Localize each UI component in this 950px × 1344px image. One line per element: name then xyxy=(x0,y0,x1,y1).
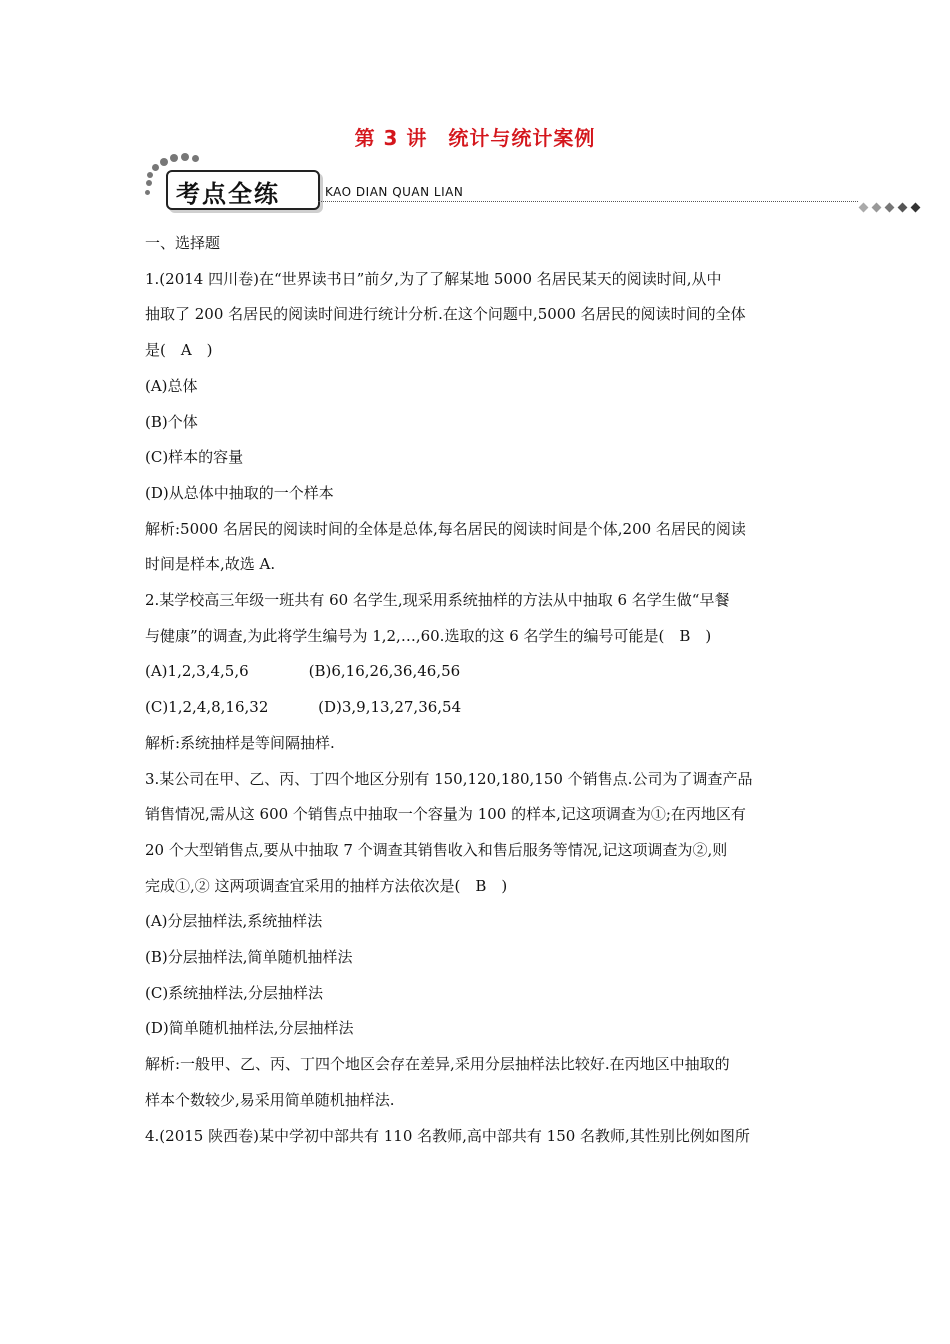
text-line: (B)分层抽样法,简单随机抽样法 xyxy=(145,948,353,967)
text-line: 3.某公司在甲、乙、丙、丁四个地区分别有 150,120,180,150 个销售点.公司为了调查产品 xyxy=(145,769,753,788)
text-line: 一、选择题 xyxy=(145,234,221,252)
text-line: 4.(2015 陕西卷)某中学初中部共有 110 名教师,高中部共有 150 名教师,其性别比例如图所 xyxy=(145,1126,750,1145)
text-line: 20 个大型销售点,要从中抽取 7 个调查其销售收入和售后服务等情况,记这项调查为②,则 xyxy=(145,840,728,859)
text-line: (C)1,2,4,8,16,32 (D)3,9,13,27,36,54 xyxy=(145,698,462,717)
text-line: 解析:一般甲、乙、丙、丁四个地区会存在差异,采用分层抽样法比较好.在丙地区中抽取的 xyxy=(145,1055,730,1074)
banner-dotted-line xyxy=(318,201,858,202)
question-content xyxy=(145,226,810,1154)
text-line: 时间是样本,故选 A. xyxy=(145,555,276,574)
text-line: (B)个体 xyxy=(145,412,198,431)
text-line: (D)从总体中抽取的一个样本 xyxy=(145,483,334,502)
text-line: 解析:系统抽样是等间隔抽样. xyxy=(145,733,335,752)
banner-subtitle: KAO DIAN QUAN LIAN xyxy=(325,185,464,199)
banner-label: 考点全练 xyxy=(176,180,280,208)
text-line: 是( A ) xyxy=(145,341,213,360)
text-line: (A)1,2,3,4,5,6 (B)6,16,26,36,46,56 xyxy=(145,662,461,681)
text-line: 1.(2014 四川卷)在“世界读书日”前夕,为了了解某地 5000 名居民某天的阅读时间,从中 xyxy=(145,269,722,288)
text-line: 与健康”的调查,为此将学生编号为 1,2,…,60.选取的这 6 名学生的编号可能是( B ) xyxy=(145,626,712,645)
text-line: (A)分层抽样法,系统抽样法 xyxy=(145,912,323,931)
banner-diamonds-decoration xyxy=(860,196,925,215)
text-line: 2.某学校高三年级一班共有 60 名学生,现采用系统抽样的方法从中抽取 6 名学生做“早餐 xyxy=(145,591,730,610)
text-line: (A)总体 xyxy=(145,376,198,395)
text-line: 销售情况,需从这 600 个销售点中抽取一个容量为 100 的样本,记这项调查为①;在丙地区有 xyxy=(145,805,746,824)
text-line: 样本个数较少,易采用简单随机抽样法. xyxy=(145,1090,395,1109)
section-banner xyxy=(140,150,940,214)
text-line: 抽取了 200 名居民的阅读时间进行统计分析.在这个问题中,5000 名居民的阅读时间的全体 xyxy=(145,305,746,324)
text-line: (C)系统抽样法,分层抽样法 xyxy=(145,983,323,1002)
text-line: (D)简单随机抽样法,分层抽样法 xyxy=(145,1019,354,1038)
lesson-title: 第 3 讲 统计与统计案例 xyxy=(354,126,596,150)
text-line: 解析:5000 名居民的阅读时间的全体是总体,每名居民的阅读时间是个体,200 名居民的阅读 xyxy=(145,519,746,538)
text-line: (C)样本的容量 xyxy=(145,448,244,467)
text-line: 完成①,② 这两项调查宜采用的抽样方法依次是( B ) xyxy=(145,876,508,895)
